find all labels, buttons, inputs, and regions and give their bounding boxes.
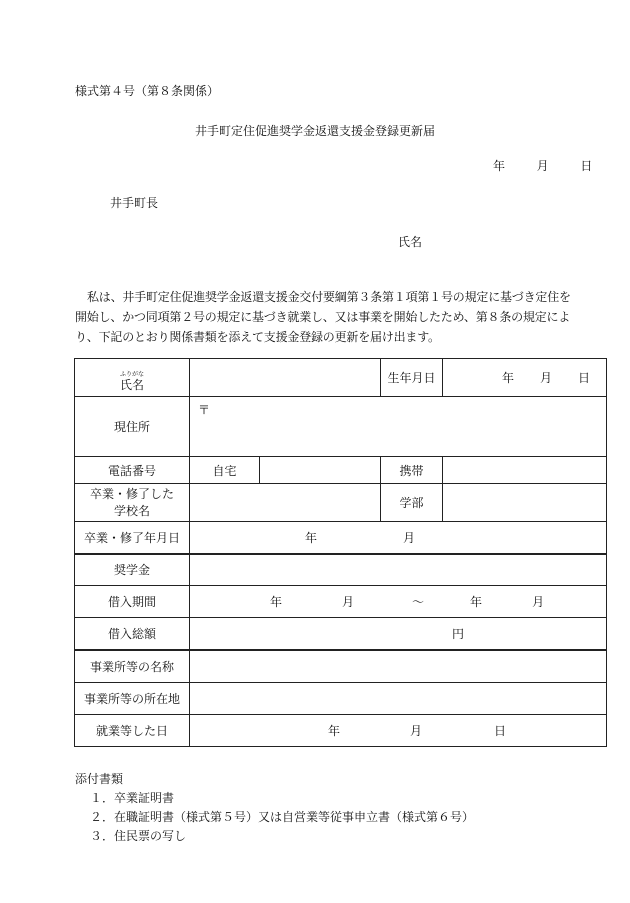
office-location-label: 事業所等の所在地 bbox=[75, 683, 190, 715]
date-month-label: 月 bbox=[536, 159, 549, 173]
period-tilde: ～ bbox=[412, 595, 425, 609]
office-name-field[interactable] bbox=[190, 650, 607, 683]
birthdate-label: 生年月日 bbox=[381, 359, 443, 397]
graduation-date-field[interactable] bbox=[190, 522, 607, 554]
address-label: 現住所 bbox=[75, 397, 190, 457]
office-name-label: 事業所等の名称 bbox=[75, 650, 190, 683]
date-day-label: 日 bbox=[580, 159, 593, 173]
graduation-date-label: 卒業・修了年月日 bbox=[75, 522, 190, 554]
document-title: 井手町定住促進奨学金返還支援金登録更新届 bbox=[194, 124, 435, 138]
attachment-item: ２．在職証明書（様式第５号）又は自営業等従事申立書（様式第６号） bbox=[90, 810, 475, 824]
period-end-year: 年 bbox=[470, 595, 483, 609]
attachments-list bbox=[75, 789, 474, 846]
mobile-field[interactable] bbox=[443, 457, 607, 484]
birthdate-field[interactable] bbox=[443, 359, 607, 397]
name-header bbox=[75, 359, 190, 397]
school-field[interactable] bbox=[190, 484, 381, 522]
body-paragraph: 私は、井手町定住促進奨学金返還支援金交付要綱第３条第１項第１号の規定に基づき定住を開始し、かつ同項第２号の規定に基づき就業し、又は事業を開始したため、第８条の規定により、下記のとおり関係書類を添えて支援金登録の更新を届け出ます。 bbox=[75, 290, 571, 344]
attachment-item: １．卒業証明書 bbox=[90, 791, 175, 805]
period-end-month: 月 bbox=[532, 595, 545, 609]
start-day-label: 日 bbox=[494, 724, 507, 738]
birth-day-label: 日 bbox=[577, 371, 590, 385]
school-label-line2: 学校名 bbox=[113, 503, 150, 518]
home-phone-label: 自宅 bbox=[190, 457, 260, 484]
mobile-label: 携帯 bbox=[381, 457, 443, 484]
school-label bbox=[75, 484, 190, 522]
faculty-label: 学部 bbox=[381, 484, 443, 522]
faculty-field[interactable] bbox=[443, 484, 607, 522]
period-start-month: 月 bbox=[342, 595, 355, 609]
submission-date bbox=[493, 157, 592, 174]
loan-total-label: 借入総額 bbox=[75, 618, 190, 650]
attachment-item: ３．住民票の写し bbox=[90, 829, 187, 843]
start-year-label: 年 bbox=[328, 724, 341, 738]
address-field[interactable] bbox=[190, 397, 607, 457]
postal-mark: 〒 bbox=[198, 403, 211, 417]
phone-label: 電話番号 bbox=[75, 457, 190, 484]
office-location-field[interactable] bbox=[190, 683, 607, 715]
attachments-heading: 添付書類 bbox=[75, 772, 124, 786]
birth-month-label: 月 bbox=[539, 371, 552, 385]
loan-period-label: 借入期間 bbox=[75, 586, 190, 618]
attachments-section bbox=[75, 770, 474, 846]
addressee: 井手町長 bbox=[110, 196, 159, 210]
grad-month-label: 月 bbox=[403, 530, 416, 545]
name-furigana-label: ふりがな bbox=[119, 370, 144, 378]
start-date-label: 就業等した日 bbox=[75, 715, 190, 747]
name-field[interactable] bbox=[190, 359, 381, 397]
start-date-field[interactable] bbox=[190, 715, 607, 747]
birth-year-label: 年 bbox=[501, 371, 514, 385]
form-number: 様式第４号（第８条関係） bbox=[75, 84, 220, 98]
home-phone-field[interactable] bbox=[260, 457, 381, 484]
start-month-label: 月 bbox=[410, 724, 423, 738]
loan-total-field[interactable] bbox=[190, 618, 607, 650]
loan-period-field[interactable] bbox=[190, 586, 607, 618]
school-label-line1: 卒業・修了した bbox=[89, 486, 174, 501]
registration-form-table bbox=[74, 358, 607, 747]
yen-unit: 円 bbox=[451, 626, 464, 641]
applicant-name-label: 氏名 bbox=[398, 235, 423, 249]
date-year-label: 年 bbox=[493, 159, 506, 173]
period-start-year: 年 bbox=[270, 595, 283, 609]
name-label: 氏名 bbox=[119, 377, 144, 392]
scholarship-label: 奨学金 bbox=[75, 554, 190, 586]
grad-year-label: 年 bbox=[304, 530, 317, 545]
scholarship-field[interactable] bbox=[190, 554, 607, 586]
